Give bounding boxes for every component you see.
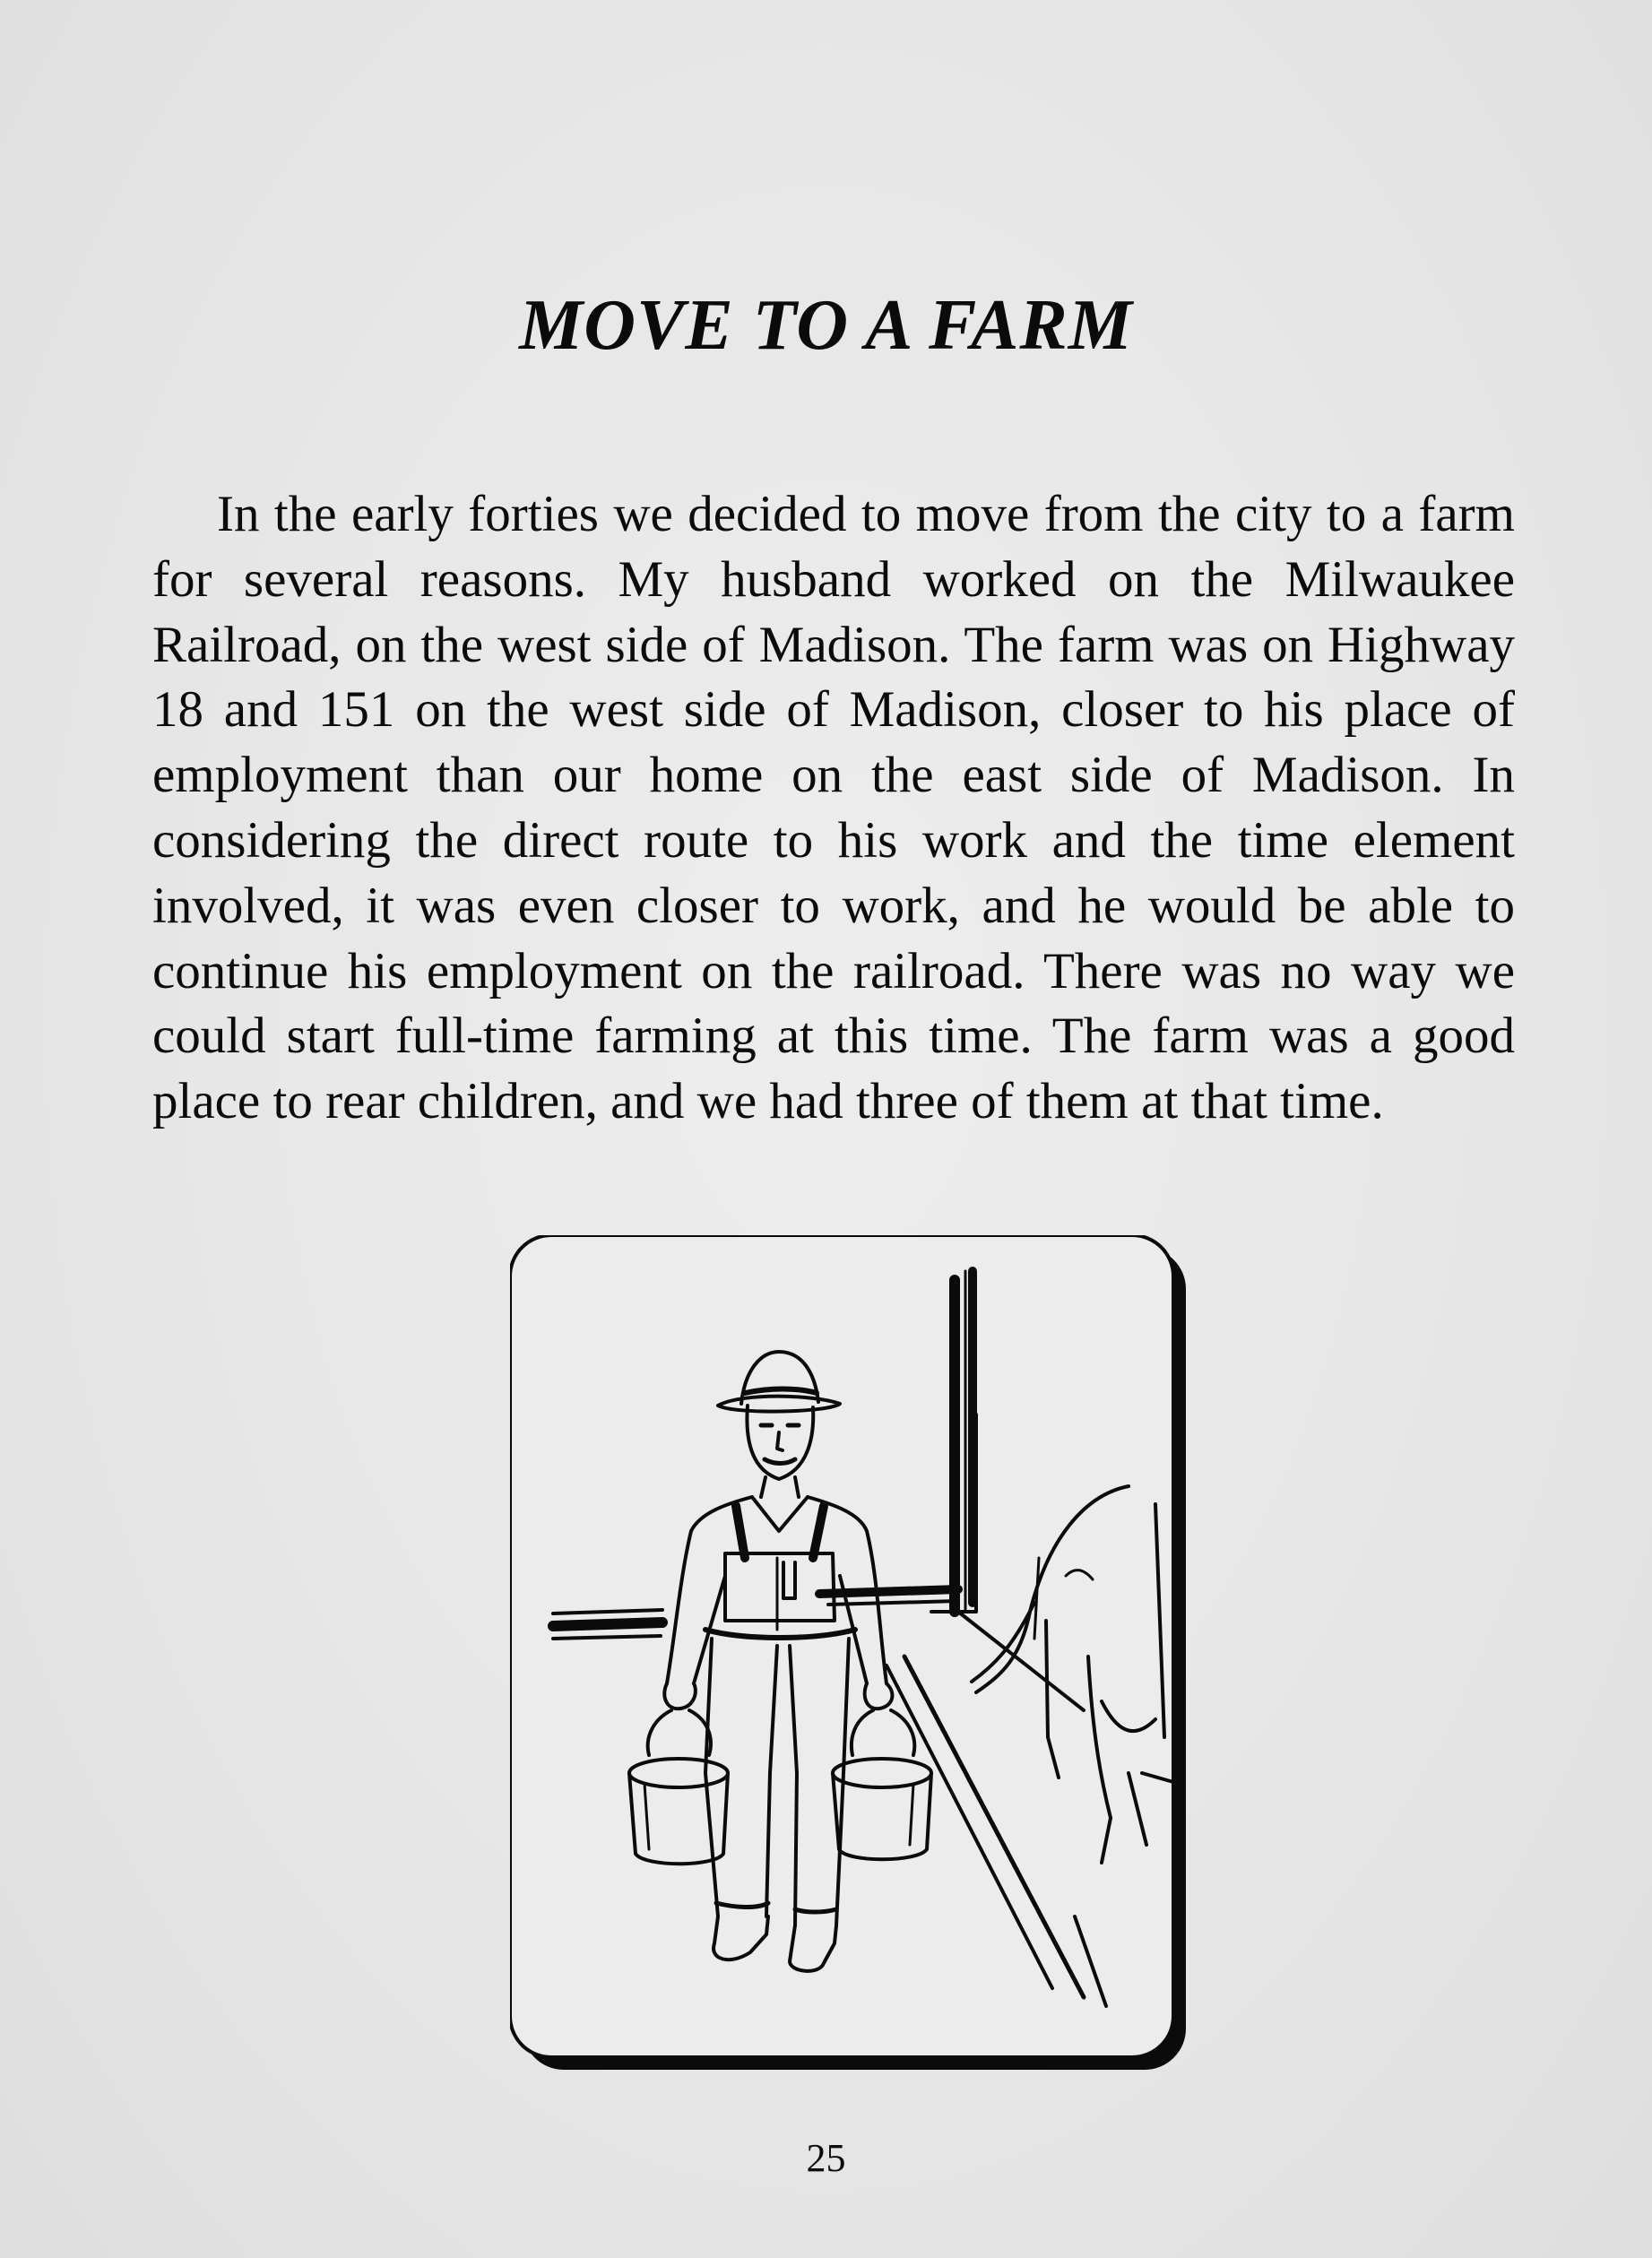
page-number: 25 xyxy=(806,2136,846,2180)
farmer-illustration xyxy=(510,1235,1188,2072)
frame-border xyxy=(510,1235,1173,2057)
body-paragraph: In the early forties we decided to move from the city to a farm for several reasons. My husband worked on the Milwaukee Railroad, on the west side of Madison. The farm was on Highway 18 and 151 on the west side of Madison, closer to his place of employment than our home on the east side of Madison. In considering the direct route to his work and the time element involved, it was even closer to work, and he would be able to continue his employment on the railroad. There was no way we could start full-time farming at this time. The farm was a good place to rear children, and we had three of them at that time. xyxy=(152,486,1515,1130)
chapter-title: MOVE TO A FARM xyxy=(519,286,1133,365)
